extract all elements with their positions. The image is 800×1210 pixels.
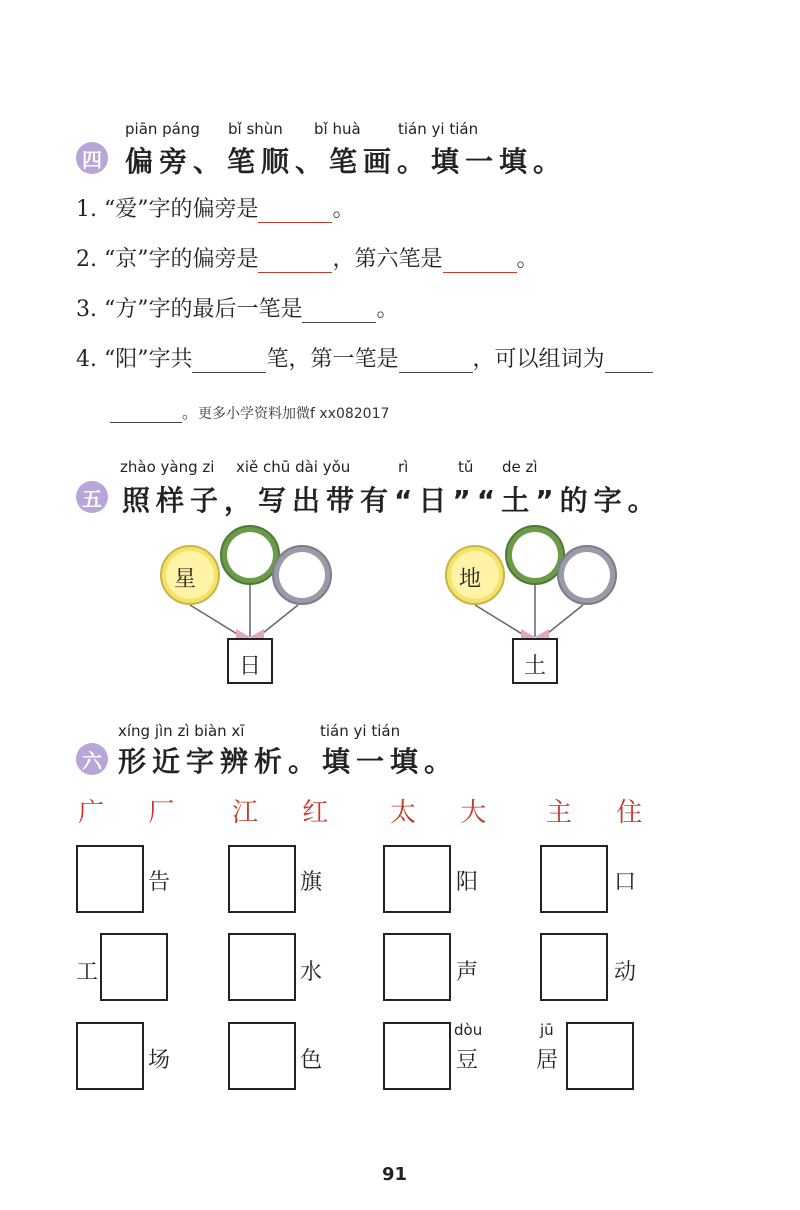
pinyin-xingjinzibianxi: xíng jìn zì biàn xī <box>118 722 245 740</box>
question-4-end: 。 <box>182 403 199 422</box>
example-char-xing: 星 <box>174 567 197 592</box>
answer-blank-2a[interactable] <box>258 248 332 273</box>
question-2 <box>76 242 539 273</box>
question-3 <box>76 292 399 323</box>
answer-blank-4a[interactable] <box>192 348 266 373</box>
resource-note: 更多小学资料加微f xx082017 <box>198 406 390 422</box>
char-dou: 豆 <box>456 1048 479 1073</box>
section-title-4: 偏旁、笔顺、笔画。填一填。 <box>125 145 568 178</box>
base-char-ri: 日 <box>239 654 262 679</box>
char-pair-4: 主 住 <box>546 798 661 828</box>
answer-blank-4b[interactable] <box>399 348 473 373</box>
pinyin-bihua: bǐ huà <box>314 120 361 138</box>
pinyin-dou: dòu <box>454 1021 483 1039</box>
char-kou: 口 <box>614 870 637 895</box>
char-shui: 水 <box>300 960 323 985</box>
answer-box[interactable] <box>228 845 296 913</box>
section-badge-4: 四 <box>76 142 108 174</box>
question-1 <box>76 192 355 223</box>
answer-blank-1[interactable] <box>258 198 332 223</box>
char-pair-1: 广 厂 <box>78 798 193 828</box>
pinyin-pianpang: piān páng <box>125 120 200 138</box>
balloon-gray-empty[interactable] <box>273 546 331 604</box>
char-se: 色 <box>300 1048 323 1073</box>
answer-blank-4c[interactable] <box>605 348 653 373</box>
question-1-text: 1. “爱”字的偏旁是 <box>76 197 259 222</box>
answer-box[interactable] <box>76 845 144 913</box>
answer-box[interactable] <box>383 845 451 913</box>
char-chang: 场 <box>148 1048 171 1073</box>
question-4-continued <box>110 400 389 423</box>
answer-box[interactable] <box>566 1022 634 1090</box>
pinyin-ju: jū <box>540 1021 554 1039</box>
answer-box[interactable] <box>383 1022 451 1090</box>
char-sheng: 声 <box>456 960 479 985</box>
balloon-green-empty[interactable] <box>506 526 564 584</box>
question-4-mid1: 笔，第一笔是 <box>266 347 399 372</box>
pinyin-tianyitian-6: tián yi tián <box>320 722 401 740</box>
section-badge-5: 五 <box>76 481 108 513</box>
question-1-end: 。 <box>332 197 355 222</box>
pinyin-bishun: bǐ shùn <box>228 120 283 138</box>
pinyin-xiechudaiyou: xiě chū dài yǒu <box>236 458 351 476</box>
answer-box[interactable] <box>540 845 608 913</box>
char-pair-3: 太 大 <box>390 798 505 828</box>
pinyin-zhaoyangzi: zhào yàng zi <box>120 458 215 476</box>
balloon-green-empty[interactable] <box>221 526 279 584</box>
balloon-gray-empty[interactable] <box>558 546 616 604</box>
answer-box[interactable] <box>76 1022 144 1090</box>
char-ju: 居 <box>536 1048 559 1073</box>
char-qi: 旗 <box>300 870 323 895</box>
pinyin-ri: rì <box>398 458 409 476</box>
question-2-text: 2. “京”字的偏旁是 <box>76 247 259 272</box>
section-title-5: 照样子，写出带有“日”“土”的字。 <box>122 484 662 517</box>
pinyin-dezi: de zì <box>502 458 538 476</box>
question-3-end: 。 <box>376 297 399 322</box>
question-2-end: 。 <box>516 247 539 272</box>
example-char-di: 地 <box>459 567 482 592</box>
char-dong: 动 <box>614 960 637 985</box>
question-4 <box>76 342 653 373</box>
answer-blank-2b[interactable] <box>443 248 517 273</box>
question-4-text: 4. “阳”字共 <box>76 347 193 372</box>
char-yang: 阳 <box>456 870 479 895</box>
question-3-text: 3. “方”字的最后一笔是 <box>76 297 303 322</box>
question-4-mid2: ，可以组词为 <box>472 347 605 372</box>
section-title-6: 形近字辨析。填一填。 <box>118 745 459 778</box>
answer-box[interactable] <box>383 933 451 1001</box>
answer-blank-3[interactable] <box>302 298 376 323</box>
answer-blank-4d[interactable] <box>110 404 182 423</box>
page-number: 91 <box>382 1164 408 1185</box>
answer-box[interactable] <box>540 933 608 1001</box>
base-char-tu: 土 <box>524 654 547 679</box>
char-gong: 工 <box>76 960 99 985</box>
pinyin-tianyitian: tián yi tián <box>398 120 479 138</box>
answer-box[interactable] <box>228 933 296 1001</box>
char-pair-2: 江 红 <box>232 798 347 828</box>
answer-box[interactable] <box>228 1022 296 1090</box>
char-gao: 告 <box>148 870 171 895</box>
section-badge-6: 六 <box>76 743 108 775</box>
answer-box[interactable] <box>100 933 168 1001</box>
pinyin-tu: tǔ <box>458 458 474 476</box>
question-2-mid: ，第六笔是 <box>332 247 443 272</box>
